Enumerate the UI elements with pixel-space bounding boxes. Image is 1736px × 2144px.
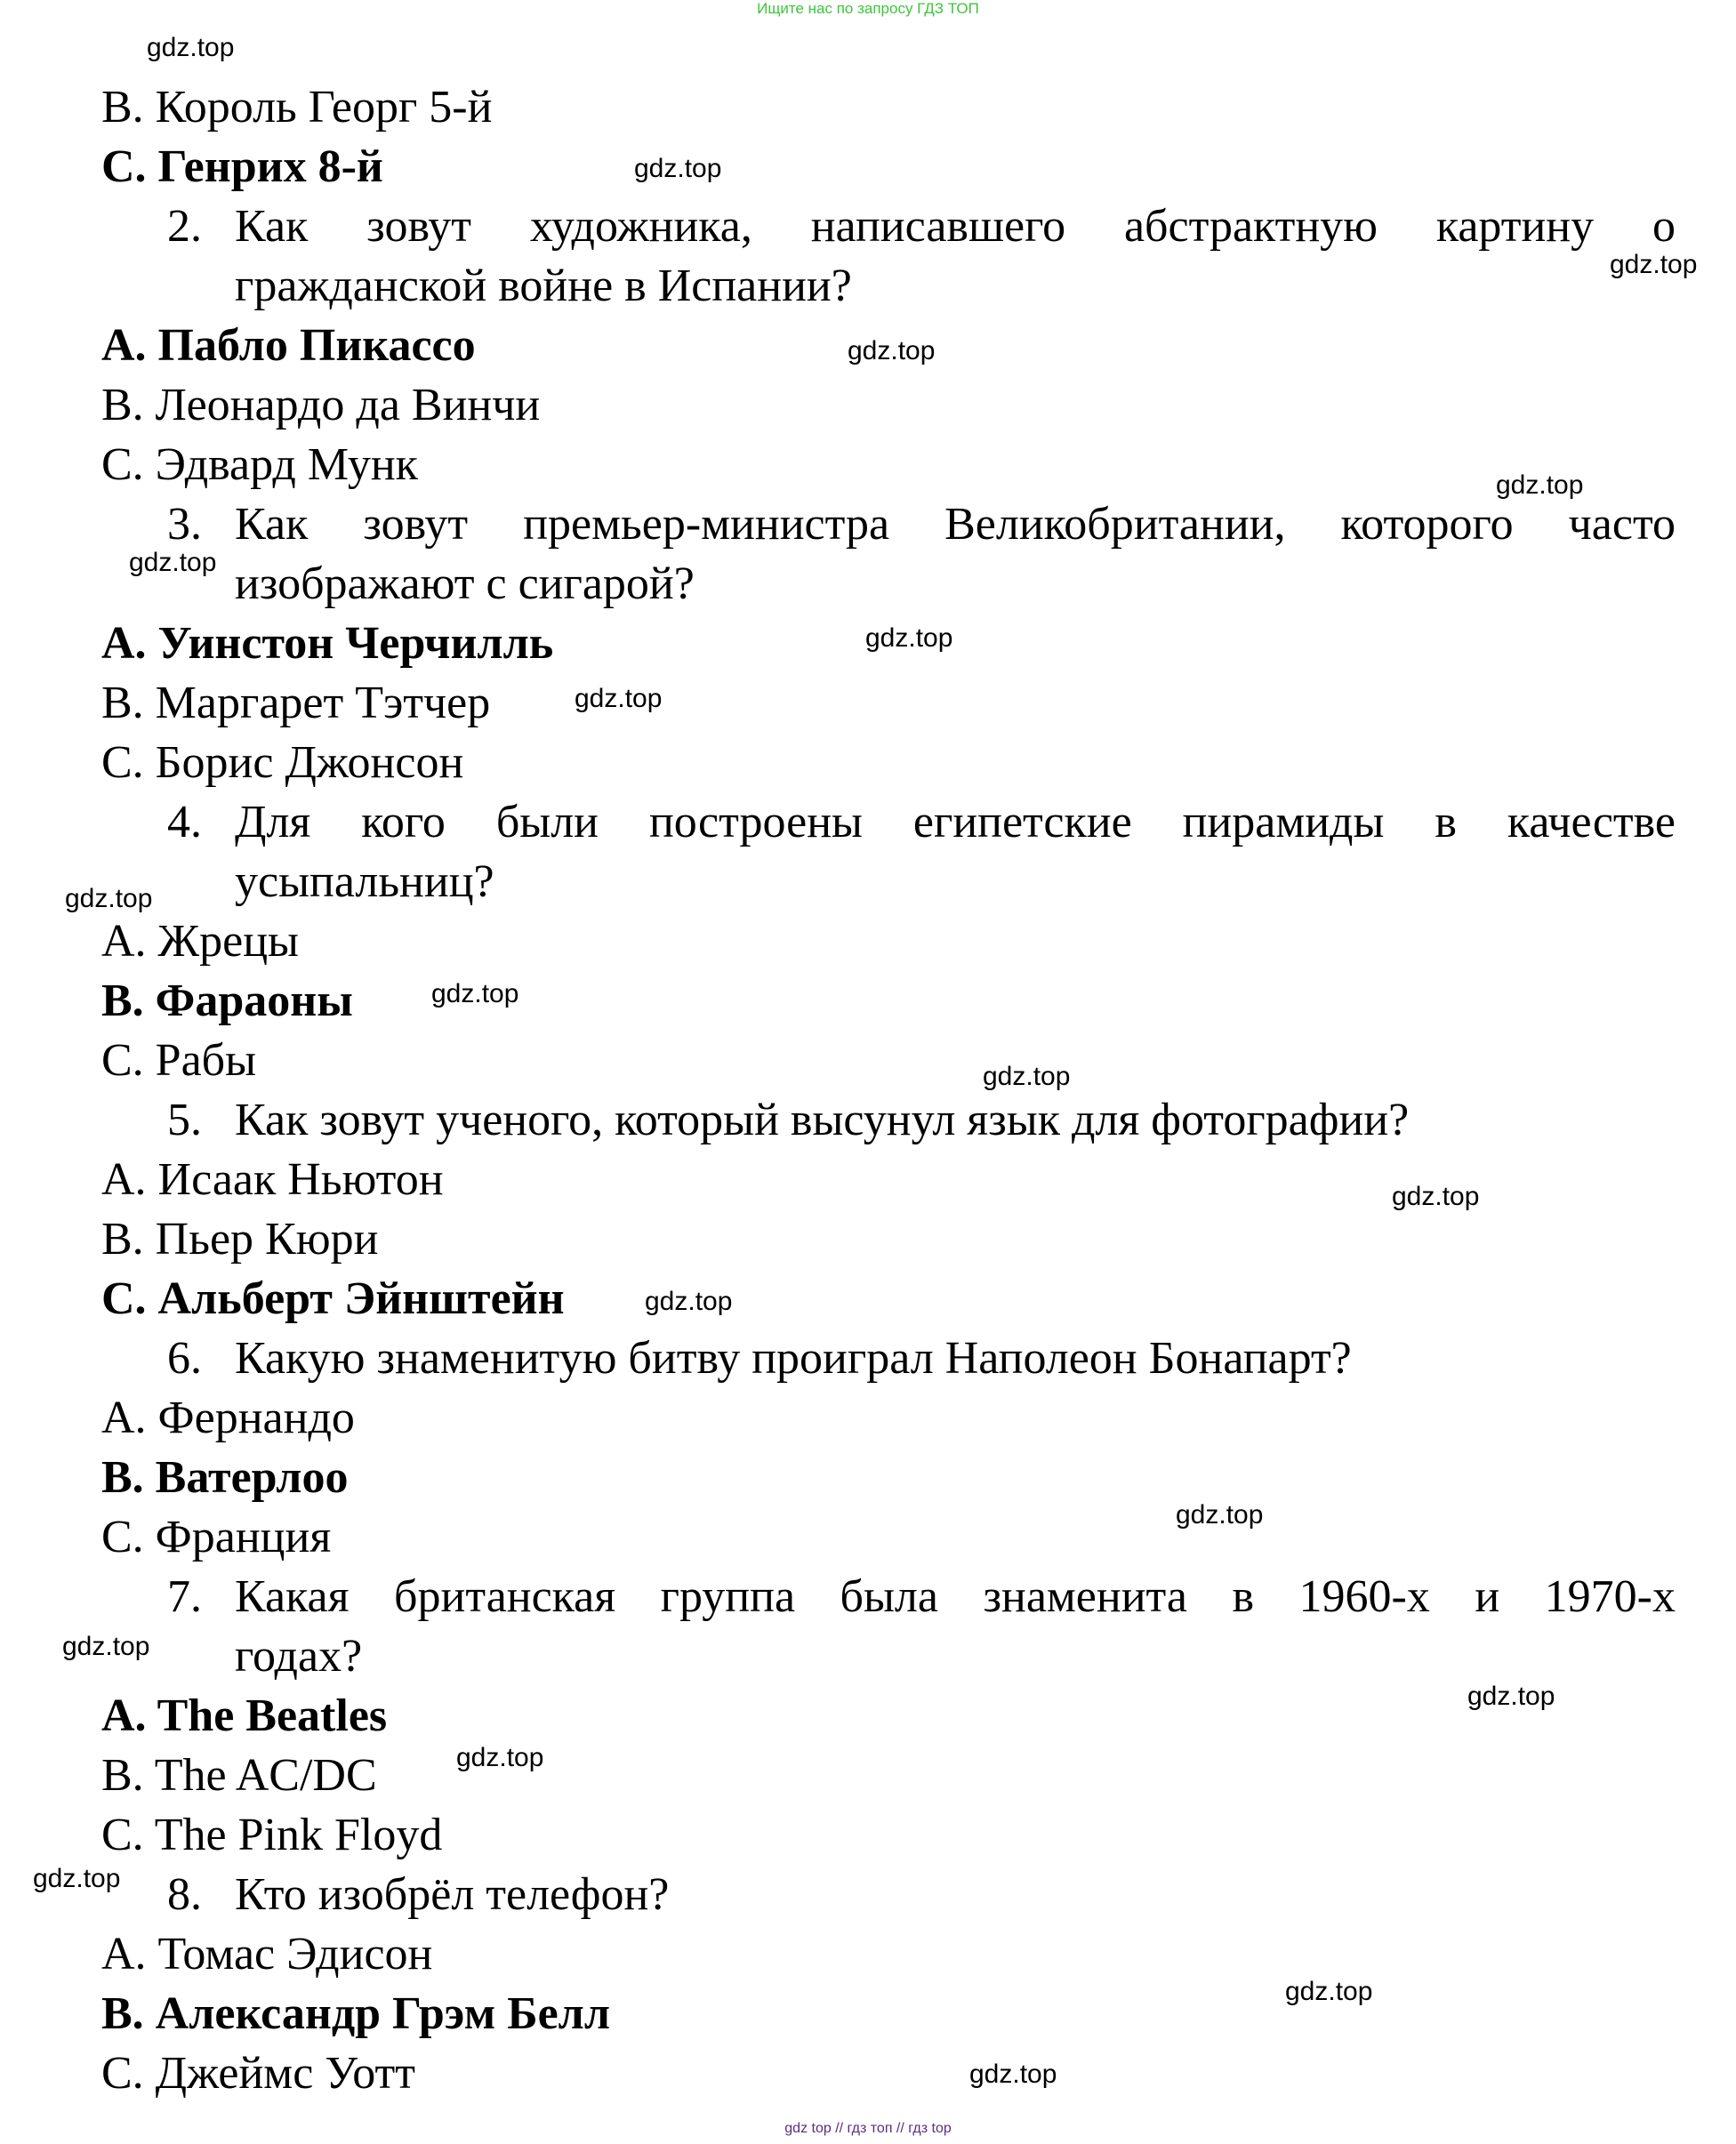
q7-option-b: B. The AC/DC	[101, 1750, 377, 1801]
q4-option-c: C. Рабы	[101, 1035, 257, 1086]
watermark: gdz.top	[634, 154, 722, 183]
watermark: gdz.top	[147, 33, 235, 62]
q5-question-line1: Как зовут ученого, который высунул язык для фотографии?	[235, 1095, 1410, 1145]
watermark: gdz.top	[62, 1632, 150, 1661]
q7-option-c: C. The Pink Floyd	[101, 1810, 443, 1860]
q4-option-a: A. Жрецы	[101, 916, 299, 967]
q6-number: 6.	[167, 1333, 202, 1384]
q6-option-a: A. Фернандо	[101, 1393, 355, 1443]
q4-number: 4.	[167, 797, 202, 847]
q6-option-b-correct: B. Ватерлоо	[101, 1452, 349, 1503]
watermark: gdz.top	[575, 684, 663, 713]
watermark: gdz.top	[1610, 250, 1698, 279]
watermark: gdz.top	[848, 336, 936, 365]
q3-option-b: B. Маргарет Тэтчер	[101, 678, 491, 728]
q4-question-line2: усыпальниц?	[235, 856, 494, 907]
q5-number: 5.	[167, 1095, 202, 1145]
q2-question-line2: гражданской войне в Испании?	[235, 261, 852, 311]
bottom-banner: gdz top // гдз топ // гдз top	[784, 2121, 952, 2136]
watermark: gdz.top	[1392, 1182, 1480, 1211]
watermark: gdz.top	[1496, 470, 1584, 500]
watermark: gdz.top	[33, 1864, 121, 1893]
q8-option-c: C. Джеймс Уотт	[101, 2048, 416, 2099]
q7-option-a-correct: A. The Beatles	[101, 1690, 388, 1741]
q1-option-c-correct: C. Генрих 8-й	[101, 141, 383, 192]
q3-question-line1: Как зовут премьер-министра Великобритании, которого часто	[235, 499, 1676, 550]
q7-question-line2: годах?	[235, 1631, 363, 1682]
watermark: gdz.top	[456, 1743, 544, 1772]
q7-number: 7.	[167, 1571, 202, 1622]
q8-option-a: A. Томас Эдисон	[101, 1929, 433, 1979]
watermark: gdz.top	[65, 884, 153, 913]
q3-option-c: C. Борис Джонсон	[101, 737, 464, 788]
q2-question-line1: Как зовут художника, написавшего абстрактную картину о	[235, 201, 1676, 252]
q8-option-b-correct: B. Александр Грэм Белл	[101, 1988, 611, 2039]
q2-number: 2.	[167, 201, 202, 252]
q2-option-b: B. Леонардо да Винчи	[101, 380, 541, 430]
watermark: gdz.top	[1285, 1977, 1373, 2006]
watermark: gdz.top	[865, 623, 953, 653]
q3-question-line2: изображают с сигарой?	[235, 558, 695, 609]
q8-number: 8.	[167, 1869, 202, 1920]
watermark: gdz.top	[1176, 1500, 1264, 1530]
q3-number: 3.	[167, 499, 202, 550]
q2-option-c: C. Эдвард Мунк	[101, 439, 418, 490]
q5-option-b: B. Пьер Кюри	[101, 1214, 379, 1265]
q3-option-a-correct: A. Уинстон Черчилль	[101, 618, 554, 669]
q1-option-b: B. Король Георг 5-й	[101, 82, 493, 132]
q4-option-b-correct: B. Фараоны	[101, 976, 353, 1026]
q4-question-line1: Для кого были построены египетские пирамиды в качестве	[235, 797, 1676, 847]
watermark: gdz.top	[983, 1062, 1071, 1091]
top-banner: Ищите нас по запросу ГДЗ ТОП	[757, 0, 979, 17]
q2-option-a-correct: A. Пабло Пикассо	[101, 320, 476, 371]
q8-question-line1: Кто изобрёл телефон?	[235, 1869, 670, 1920]
q6-option-c: C. Франция	[101, 1512, 332, 1562]
q5-option-a: A. Исаак Ньютон	[101, 1154, 444, 1205]
q6-question-line1: Какую знаменитую битву проиграл Наполеон Бонапарт?	[235, 1333, 1352, 1384]
q7-question-line1: Какая британская группа была знаменита в 1960-х и 1970-х	[235, 1571, 1676, 1622]
watermark: gdz.top	[645, 1287, 733, 1316]
watermark: gdz.top	[129, 548, 217, 577]
q5-option-c-correct: C. Альберт Эйнштейн	[101, 1273, 565, 1324]
watermark: gdz.top	[431, 979, 519, 1008]
watermark: gdz.top	[969, 2060, 1057, 2089]
watermark: gdz.top	[1467, 1682, 1555, 1711]
